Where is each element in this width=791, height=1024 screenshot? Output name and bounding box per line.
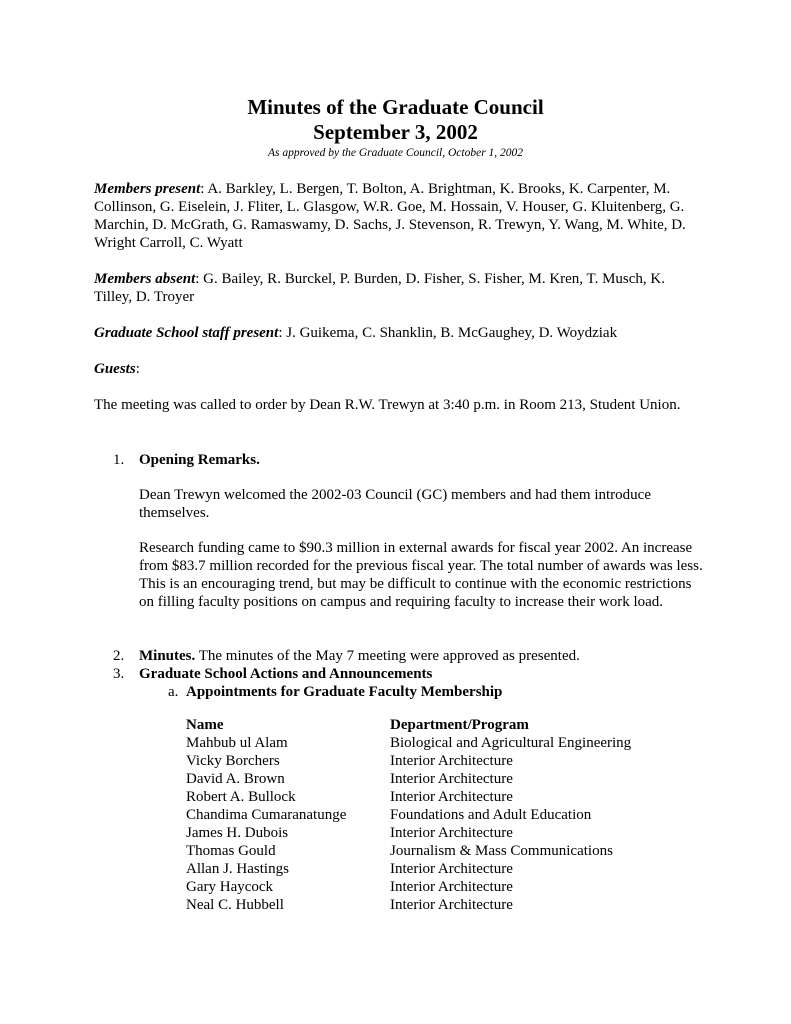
faculty-department: Interior Architecture: [390, 897, 513, 913]
item-number: 2.: [113, 648, 125, 664]
faculty-department: Journalism & Mass Communications: [390, 843, 613, 859]
faculty-department: Interior Architecture: [390, 789, 513, 805]
faculty-name: Gary Haycock: [186, 879, 274, 895]
faculty-department: Interior Architecture: [390, 771, 513, 787]
guests-label: Guests: [94, 361, 136, 377]
staff-present-list: J. Guikema, C. Shanklin, B. McGaughey, D. Woydziak: [286, 325, 618, 341]
members-present-label: Members present: [94, 181, 201, 197]
members-absent-label: Members absent: [94, 271, 196, 287]
faculty-name: Allan J. Hastings: [186, 861, 289, 877]
faculty-name: David A. Brown: [186, 771, 285, 787]
staff-present-label: Graduate School staff present: [94, 325, 279, 341]
item-heading-minutes: Minutes.: [139, 648, 196, 664]
item-number: 1.: [113, 452, 125, 468]
faculty-name: Chandima Cumaranatunge: [186, 807, 347, 823]
faculty-name: Thomas Gould: [186, 843, 276, 859]
faculty-name: Robert A. Bullock: [186, 789, 296, 805]
column-header-name: Name: [186, 717, 224, 733]
staff-present-section: Graduate School staff present: J. Guikema, C. Shanklin, B. McGaughey, D. Woydziak: [94, 325, 618, 341]
members-present-section: Members present: A. Barkley, L. Bergen, T. Bolton, A. Brightman, K. Brooks, K. Carpenter, M. Collinson, G. Eiselein, J. Fliter, L. Glasgow, W.R. Goe, M. Hossain, V. Houser, G. Kluitenberg, G. Marchin, D. McGrath, G. Ramaswamy, D. Sachs, J. Stevenson, R. Trewyn, Y. Wang, M. White, D. Wright Carroll, C. Wyatt: [94, 181, 686, 251]
minutes-text: The minutes of the May 7 meeting were approved as presented.: [198, 648, 580, 664]
faculty-name: James H. Dubois: [186, 825, 289, 841]
document-title: Minutes of the Graduate Council: [247, 95, 544, 119]
members-absent-section: Members absent: G. Bailey, R. Burckel, P. Burden, D. Fisher, S. Fisher, M. Kren, T. Musch, K. Tilley, D. Troyer: [94, 271, 666, 305]
faculty-department: Interior Architecture: [390, 879, 513, 895]
members-present-list: A. Barkley, L. Bergen, T. Bolton, A. Brightman, K. Brooks, K. Carpenter, M. Collinson, G. Eiselein, J. Fliter, L. Glasgow, W.R. Goe, M. Hossain, V. Houser, G. Kluitenberg, G. Marchin, D. McGrath, G. Ramaswamy, D. Sachs, J. Stevenson, R. Trewyn, Y. Wang, M. White, D. Wright Carroll, C. Wyatt: [94, 181, 686, 251]
research-funding-paragraph: Research funding came to $90.3 million in external awards for fiscal year 2002. An increase from $83.7 million recorded for the previous fiscal year. The total number of awards was less. This is an encouraging trend, but may be difficult to continue with the economic restrictions on filling faculty positions on campus and requiring faculty to increase their work load.: [139, 540, 703, 610]
call-to-order: The meeting was called to order by Dean R.W. Trewyn at 3:40 p.m. in Room 213, Student Union.: [94, 397, 681, 413]
item-heading-opening-remarks: Opening Remarks.: [139, 452, 260, 468]
faculty-department: Interior Architecture: [390, 861, 513, 877]
faculty-department: Foundations and Adult Education: [390, 807, 592, 823]
faculty-department: Interior Architecture: [390, 753, 513, 769]
faculty-department: Biological and Agricultural Engineering: [390, 735, 632, 751]
members-absent-list: G. Bailey, R. Burckel, P. Burden, D. Fisher, S. Fisher, M. Kren, T. Musch, K. Tilley, D. Troyer: [94, 271, 666, 305]
subitem-letter: a.: [168, 684, 179, 700]
approval-note: As approved by the Graduate Council, October 1, 2002: [267, 147, 524, 159]
item-number: 3.: [113, 666, 125, 682]
column-header-department: Department/Program: [390, 717, 529, 733]
minutes-item: [139, 647, 704, 665]
meeting-date: September 3, 2002: [313, 120, 478, 144]
faculty-name: Vicky Borchers: [186, 753, 280, 769]
faculty-department: Interior Architecture: [390, 825, 513, 841]
item-heading-graduate-school-actions: Graduate School Actions and Announcements: [139, 666, 433, 682]
subitem-heading-appointments: Appointments for Graduate Faculty Membership: [186, 684, 503, 700]
guests-section: Guests:: [94, 361, 140, 377]
faculty-name: Neal C. Hubbell: [186, 897, 284, 913]
opening-remarks-paragraph: Dean Trewyn welcomed the 2002-03 Council (GC) members and had them introduce themselves.: [139, 487, 651, 521]
faculty-name: Mahbub ul Alam: [186, 735, 288, 751]
